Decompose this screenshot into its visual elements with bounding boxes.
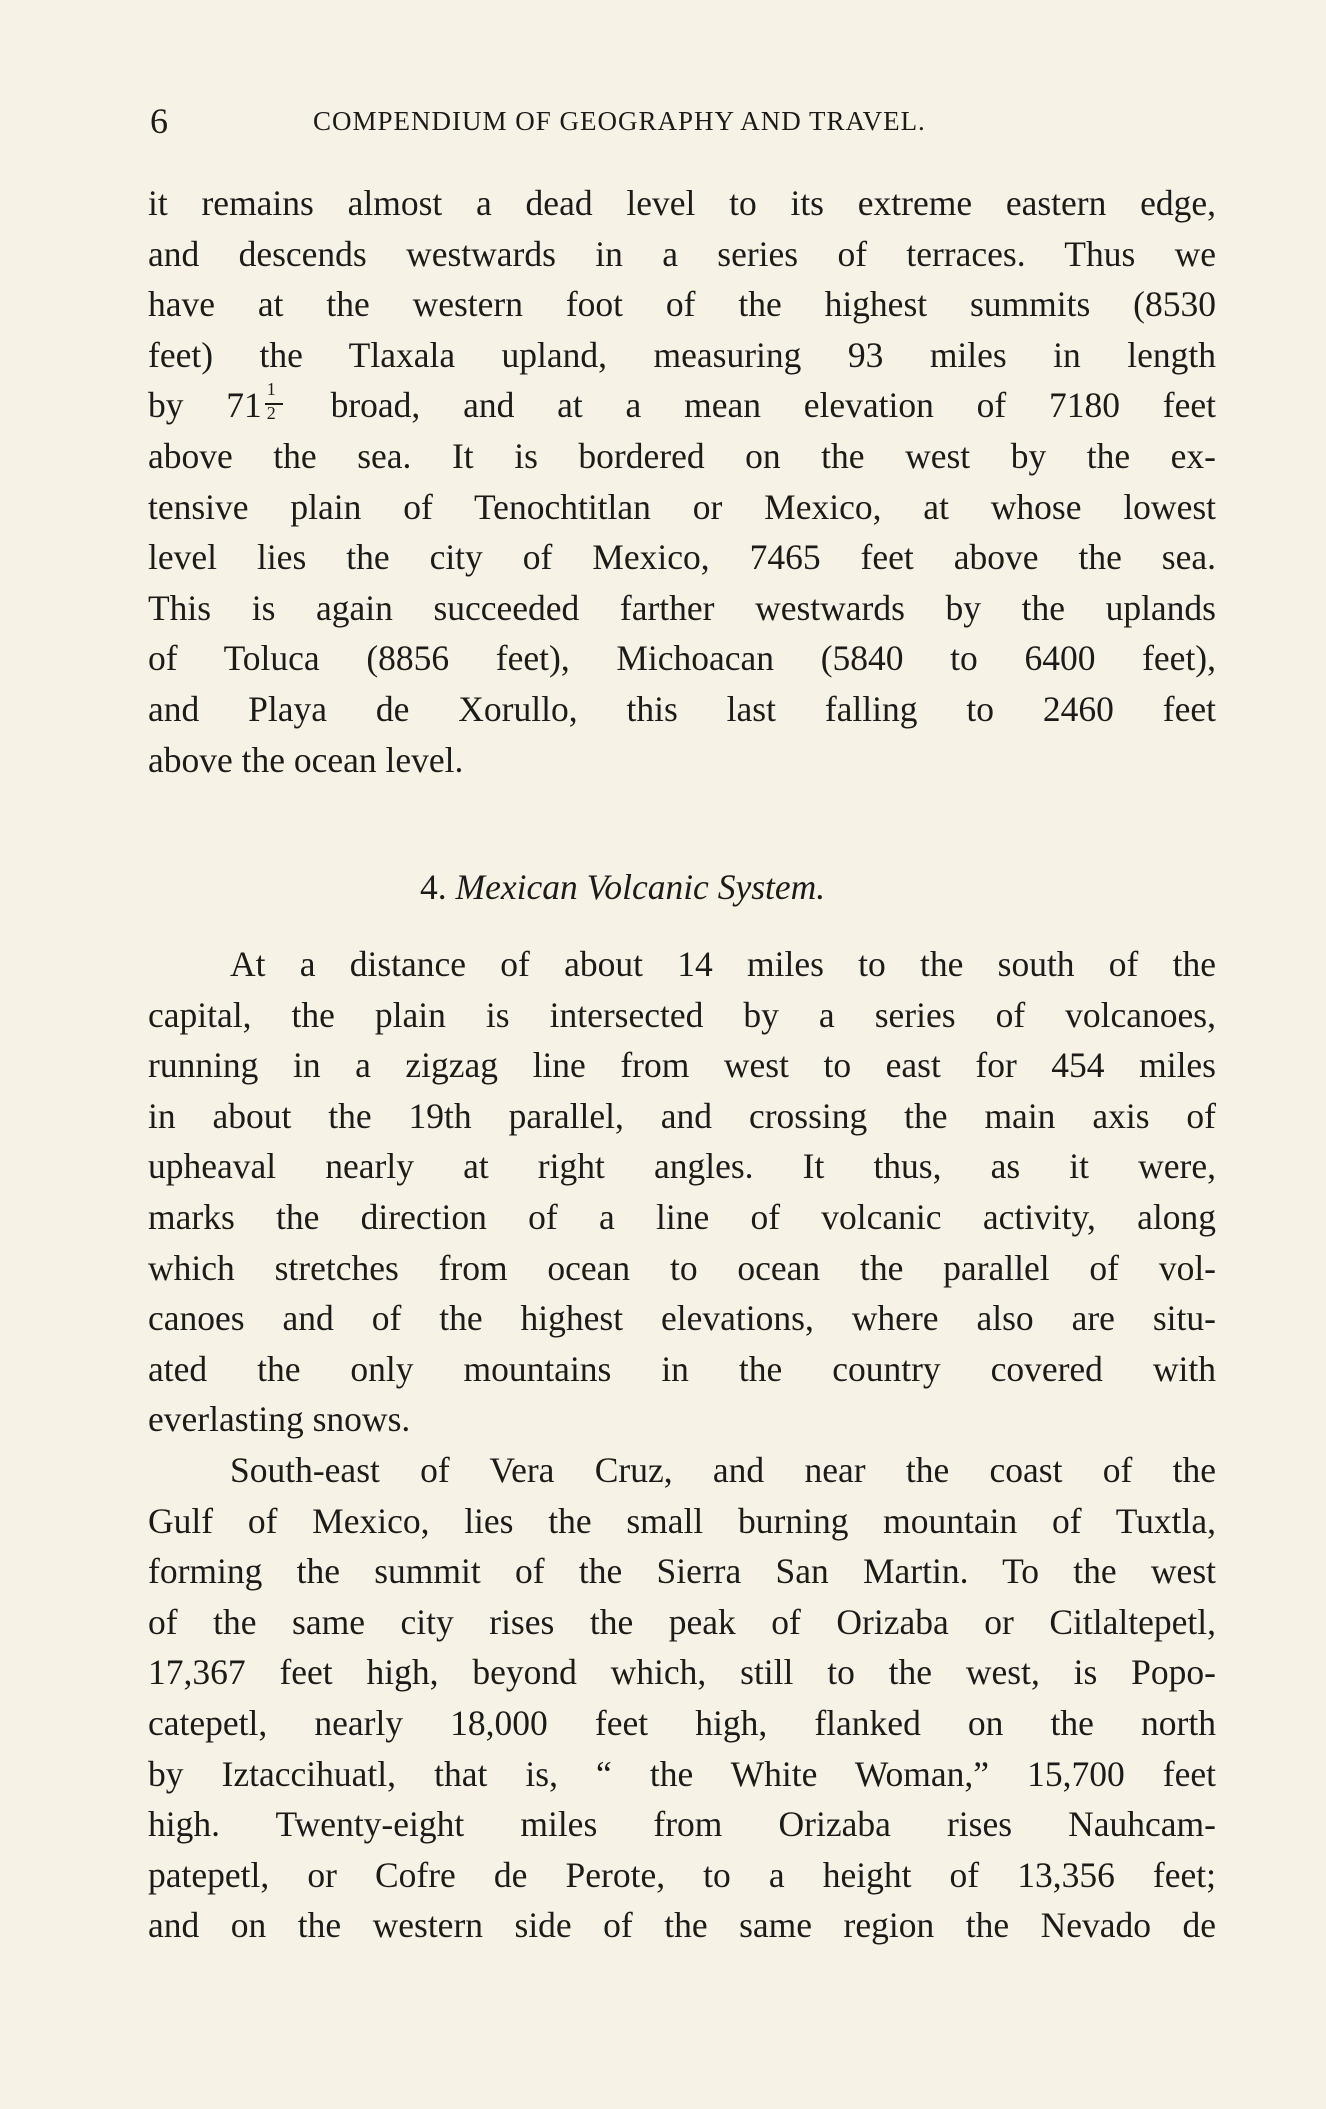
paragraph-volcanoes [148, 939, 1216, 1951]
text-line: South-east of Vera Cruz, and near the coast of the [230, 1449, 1216, 1490]
running-head [148, 100, 1218, 150]
text-line: in about the 19th parallel, and crossing the main axis of [148, 1095, 1216, 1136]
text-line: upheaval nearly at right angles. It thus, as it were, [148, 1146, 1216, 1187]
fraction-denominator: 2 [266, 403, 276, 424]
text-line: of Toluca (8856 feet), Michoacan (5840 to 6400 feet), [148, 638, 1216, 679]
text-line: Gulf of Mexico, lies the small burning mountain of Tuxtla, [148, 1500, 1216, 1541]
text-line: ated the only mountains in the country covered with [148, 1348, 1216, 1389]
text-fragment: broad, and at a mean elevation of 7180 feet [287, 385, 1217, 426]
text-line: which stretches from ocean to ocean the parallel of vol- [148, 1247, 1216, 1288]
text-line: of the same city rises the peak of Orizaba or Citlaltepetl, [148, 1601, 1216, 1642]
text-line: level lies the city of Mexico, 7465 feet above the sea. [148, 537, 1216, 578]
text-fragment: by 71 [148, 385, 262, 426]
text-line: above the sea. It is bordered on the west by the ex- [148, 435, 1216, 476]
text-line: This is again succeeded farther westwards by the uplands [148, 587, 1216, 628]
text-line: capital, the plain is intersected by a series of volcanoes, [148, 994, 1216, 1035]
text-line: canoes and of the highest elevations, where also are situ- [148, 1298, 1216, 1339]
text-line: 17,367 feet high, beyond which, still to the west, is Popo- [148, 1652, 1216, 1693]
text-line: and Playa de Xorullo, this last falling to 2460 feet [148, 688, 1216, 729]
text-line: and on the western side of the same region the Nevado de [148, 1905, 1216, 1946]
text-line: At a distance of about 14 miles to the south of the [230, 944, 1216, 984]
text-line: forming the summit of the Sierra San Martin. To the west [148, 1551, 1216, 1592]
text-line: by Iztaccihuatl, that is, “ the White Woman,” 15,700 feet [148, 1753, 1216, 1794]
text-line: it remains almost a dead level to its extreme eastern edge, [148, 183, 1216, 223]
section-heading [420, 862, 825, 912]
paragraph-terraces [148, 178, 1216, 785]
text-line: above the ocean level. [148, 739, 464, 780]
text-line: tensive plain of Tenochtitlan or Mexico, at whose lowest [148, 486, 1216, 527]
text-line: and descends westwards in a series of terraces. Thus we [148, 233, 1216, 274]
text-line: running in a zigzag line from west to east for 454 miles [148, 1045, 1216, 1086]
section-title: Mexican Volcanic System. [455, 867, 826, 907]
text-line: patepetl, or Cofre de Perote, to a height of 13,356 feet; [148, 1854, 1216, 1895]
fraction-one-half [264, 379, 286, 424]
text-line: catepetl, nearly 18,000 feet high, flanked on the north [148, 1702, 1216, 1743]
page-number: 6 [150, 101, 168, 141]
text-line-with-fraction [148, 380, 1216, 431]
text-line: marks the direction of a line of volcanic activity, along [148, 1196, 1216, 1237]
section-number: 4. [420, 867, 447, 907]
text-line: high. Twenty-eight miles from Orizaba rises Nauhcam- [148, 1804, 1216, 1845]
text-line: have at the western foot of the highest summits (8530 [148, 284, 1216, 325]
running-title: COMPENDIUM OF GEOGRAPHY AND TRAVEL. [313, 106, 926, 136]
fraction-numerator: 1 [266, 379, 276, 400]
text-line: feet) the Tlaxala upland, measuring 93 miles in length [148, 334, 1216, 375]
text-line: everlasting snows. [148, 1399, 411, 1440]
